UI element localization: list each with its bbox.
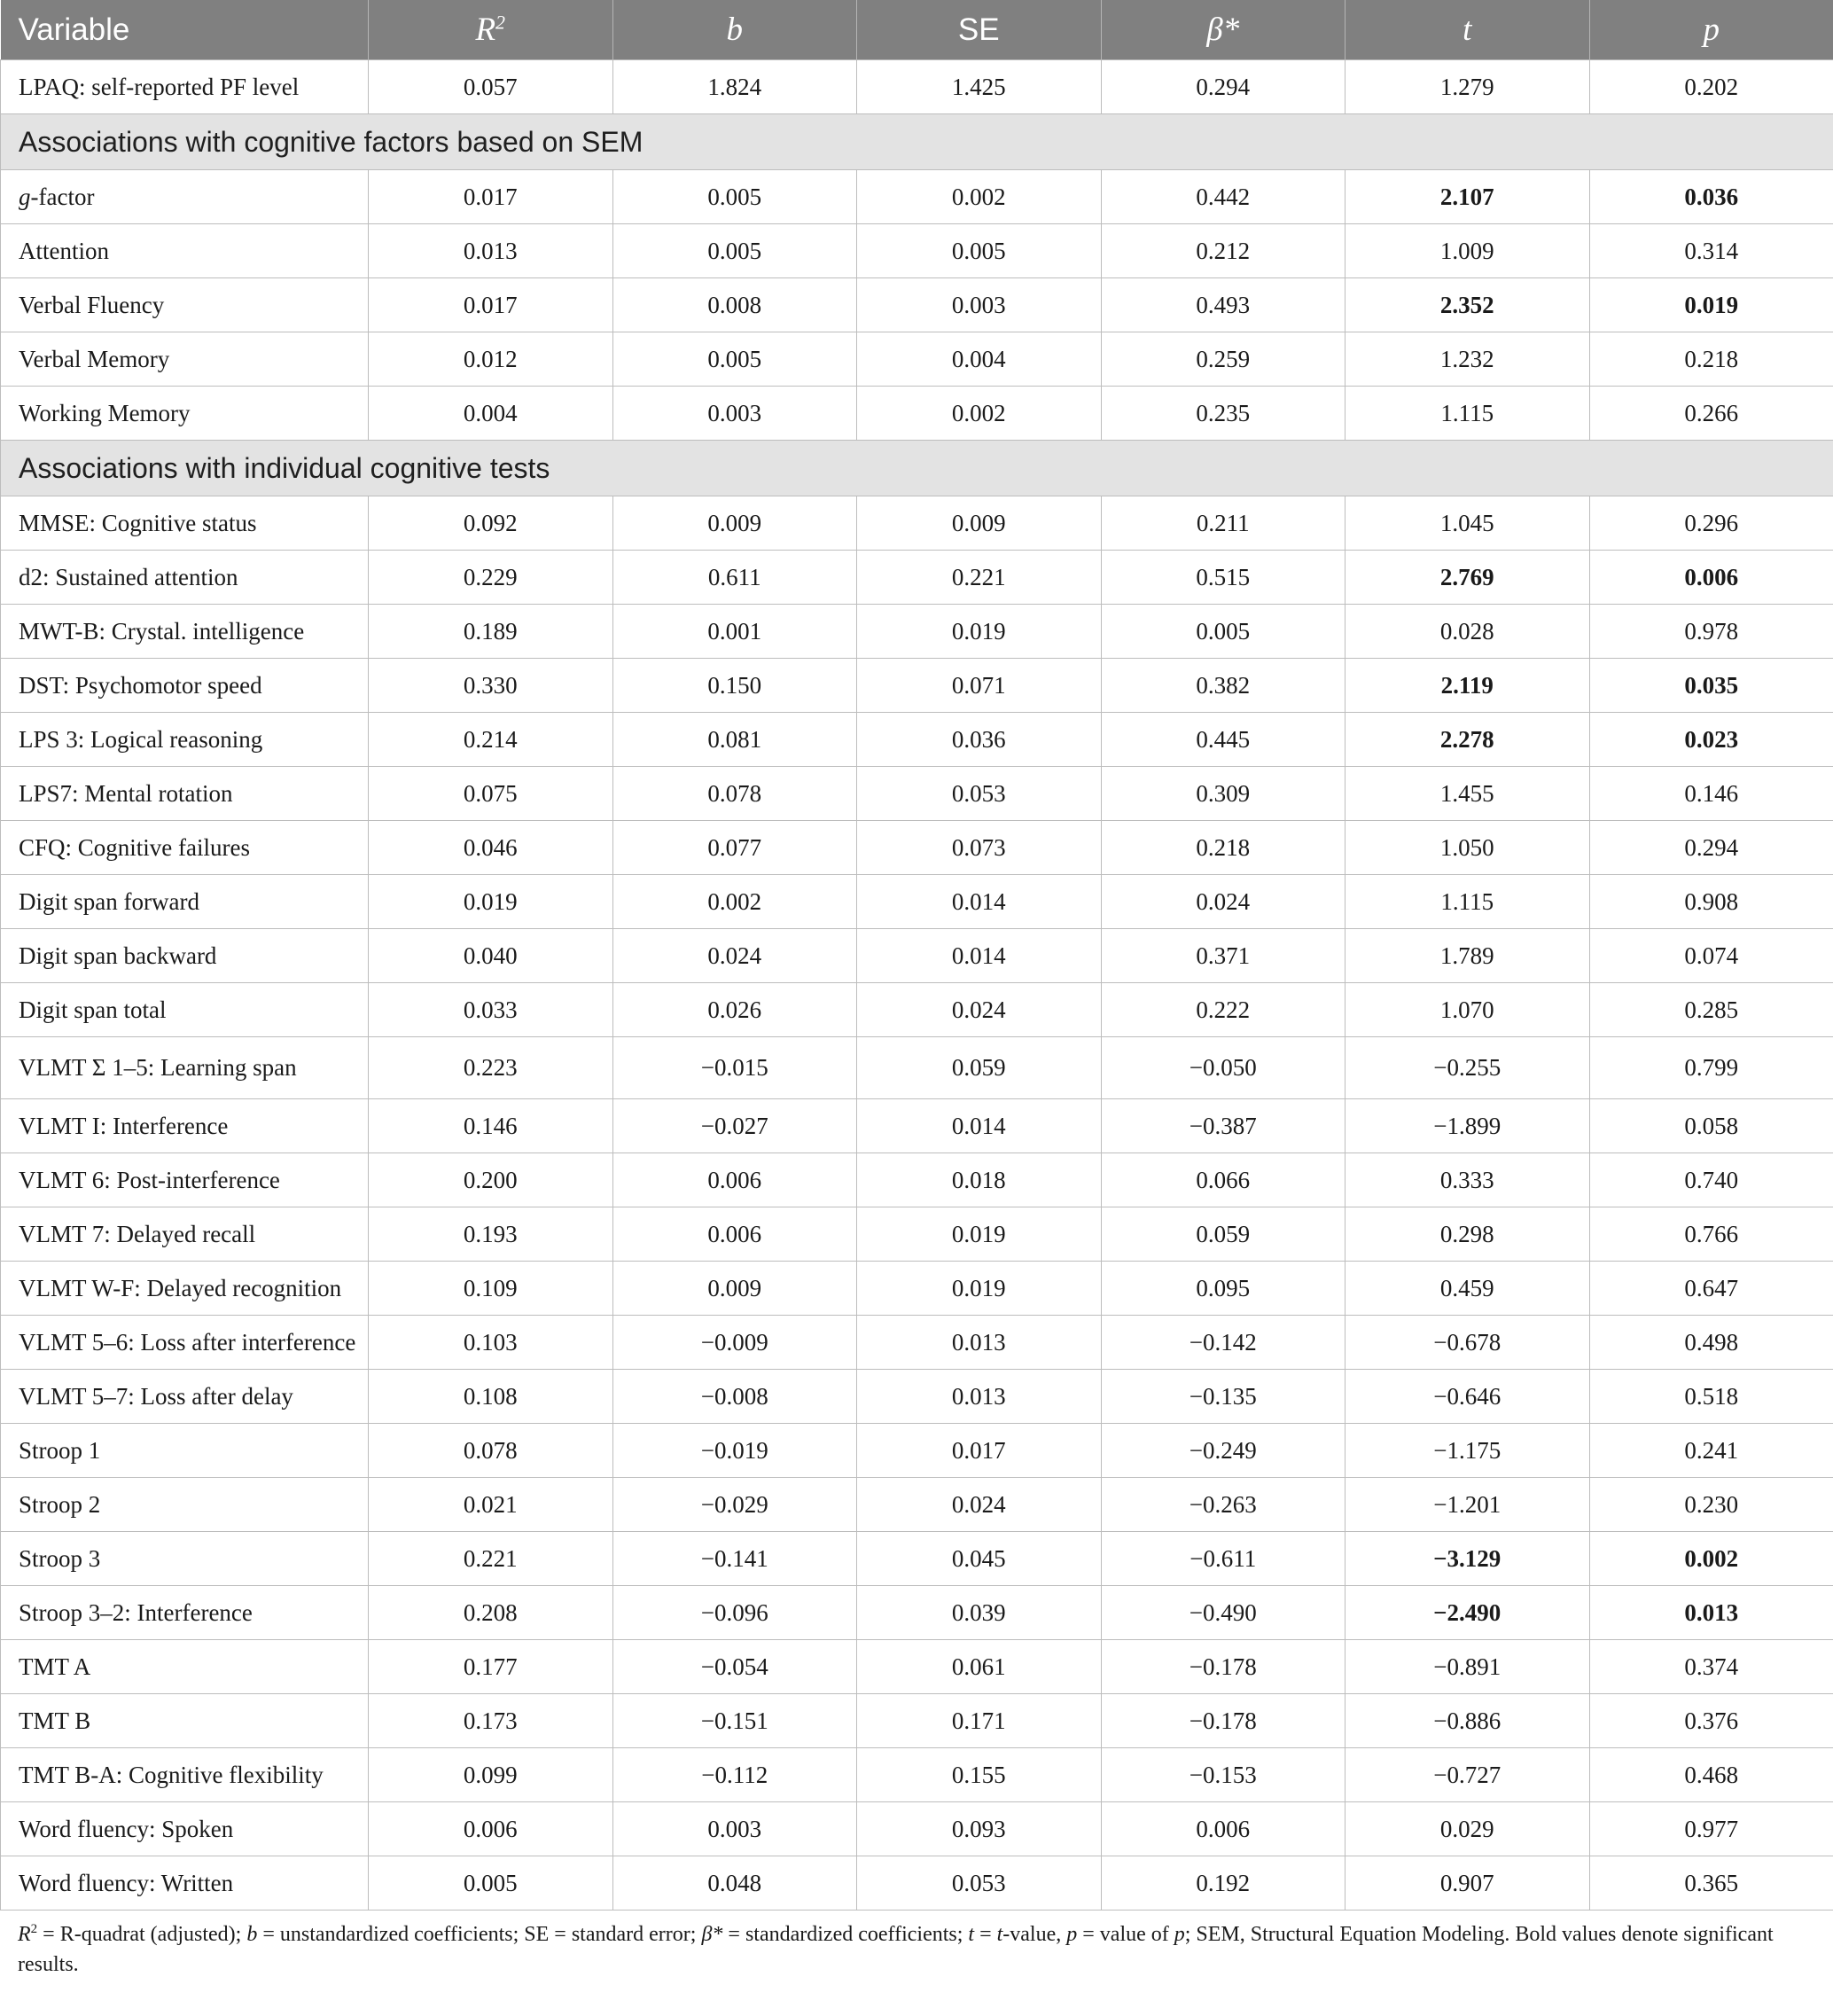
cell-b: 0.026 bbox=[612, 983, 857, 1037]
cell-beta: 0.005 bbox=[1101, 605, 1346, 659]
cell-t: −1.899 bbox=[1346, 1099, 1590, 1153]
variable-label: MWT-B: Crystal. intelligence bbox=[1, 605, 369, 659]
cell-se: 0.003 bbox=[857, 278, 1102, 332]
cell-t: 1.455 bbox=[1346, 767, 1590, 821]
cell-r2: 0.214 bbox=[369, 713, 613, 767]
table-row bbox=[1, 875, 1833, 929]
cell-b: 0.611 bbox=[612, 551, 857, 605]
section-title: Associations with individual cognitive tests bbox=[1, 441, 1833, 496]
variable-label: CFQ: Cognitive failures bbox=[1, 821, 369, 875]
variable-label: TMT A bbox=[1, 1640, 369, 1694]
cell-r2: 0.017 bbox=[369, 170, 613, 224]
cell-b: 0.006 bbox=[612, 1207, 857, 1262]
cell-p: 0.296 bbox=[1589, 496, 1833, 551]
cell-se: 0.071 bbox=[857, 659, 1102, 713]
section-title: Associations with cognitive factors based on SEM bbox=[1, 114, 1833, 170]
header-r2: $R^2$ bbox=[369, 0, 613, 60]
table-footnote: $R^2$ = R-quadrat (adjusted); b = unstandardized coefficients; SE = standard error; β* = standardized coefficients; t = t-value, p = value of p; SEM, Structural Equation Modeling. Bold values denote significant results. bbox=[18, 1922, 1774, 1976]
variable-label: Digit span backward bbox=[1, 929, 369, 983]
cell-r2: 0.330 bbox=[369, 659, 613, 713]
variable-label: Word fluency: Written bbox=[1, 1856, 369, 1911]
cell-beta: 0.294 bbox=[1101, 60, 1346, 114]
cell-t: 2.352 bbox=[1346, 278, 1590, 332]
cell-b: −0.054 bbox=[612, 1640, 857, 1694]
table-row bbox=[1, 1099, 1833, 1153]
cell-beta: 0.371 bbox=[1101, 929, 1346, 983]
cell-beta: 0.235 bbox=[1101, 387, 1346, 441]
section-header-row bbox=[1, 441, 1833, 496]
cell-b: 0.001 bbox=[612, 605, 857, 659]
cell-r2: 0.223 bbox=[369, 1037, 613, 1099]
cell-p: 0.002 bbox=[1589, 1532, 1833, 1586]
cell-beta: −0.249 bbox=[1101, 1424, 1346, 1478]
cell-t: 2.119 bbox=[1346, 659, 1590, 713]
cell-p: 0.074 bbox=[1589, 929, 1833, 983]
cell-t: −1.201 bbox=[1346, 1478, 1590, 1532]
cell-p: 0.285 bbox=[1589, 983, 1833, 1037]
cell-p: 0.058 bbox=[1589, 1099, 1833, 1153]
cell-b: 0.150 bbox=[612, 659, 857, 713]
table-row bbox=[1, 1370, 1833, 1424]
cell-beta: −0.178 bbox=[1101, 1640, 1346, 1694]
variable-label: VLMT 6: Post-interference bbox=[1, 1153, 369, 1207]
cell-r2: 0.173 bbox=[369, 1694, 613, 1748]
cell-beta: 0.259 bbox=[1101, 332, 1346, 387]
cell-r2: 0.046 bbox=[369, 821, 613, 875]
table-row bbox=[1, 1262, 1833, 1316]
cell-b: −0.029 bbox=[612, 1478, 857, 1532]
cell-b: −0.015 bbox=[612, 1037, 857, 1099]
cell-se: 0.014 bbox=[857, 875, 1102, 929]
cell-t: 1.789 bbox=[1346, 929, 1590, 983]
cell-r2: 0.103 bbox=[369, 1316, 613, 1370]
cell-p: 0.036 bbox=[1589, 170, 1833, 224]
cell-se: 0.221 bbox=[857, 551, 1102, 605]
cell-p: 0.978 bbox=[1589, 605, 1833, 659]
variable-label: VLMT I: Interference bbox=[1, 1099, 369, 1153]
cell-beta: −0.490 bbox=[1101, 1586, 1346, 1640]
cell-p: 0.766 bbox=[1589, 1207, 1833, 1262]
cell-t: 2.107 bbox=[1346, 170, 1590, 224]
cell-t: −0.678 bbox=[1346, 1316, 1590, 1370]
cell-b: 0.024 bbox=[612, 929, 857, 983]
cell-r2: 0.040 bbox=[369, 929, 613, 983]
section-header-row bbox=[1, 114, 1833, 170]
cell-p: 0.266 bbox=[1589, 387, 1833, 441]
table-row bbox=[1, 1316, 1833, 1370]
cell-r2: 0.013 bbox=[369, 224, 613, 278]
table-row bbox=[1, 170, 1833, 224]
cell-beta: 0.222 bbox=[1101, 983, 1346, 1037]
header-b: b bbox=[612, 0, 857, 60]
cell-se: 0.013 bbox=[857, 1370, 1102, 1424]
cell-t: 1.050 bbox=[1346, 821, 1590, 875]
table-row bbox=[1, 224, 1833, 278]
cell-t: 0.333 bbox=[1346, 1153, 1590, 1207]
cell-r2: 0.012 bbox=[369, 332, 613, 387]
header-se: SE bbox=[857, 0, 1102, 60]
table-row bbox=[1, 1586, 1833, 1640]
cell-r2: 0.004 bbox=[369, 387, 613, 441]
cell-t: −0.255 bbox=[1346, 1037, 1590, 1099]
cell-t: −0.646 bbox=[1346, 1370, 1590, 1424]
variable-label: LPS 3: Logical reasoning bbox=[1, 713, 369, 767]
cell-r2: 0.189 bbox=[369, 605, 613, 659]
cell-r2: 0.075 bbox=[369, 767, 613, 821]
cell-p: 0.376 bbox=[1589, 1694, 1833, 1748]
cell-p: 0.023 bbox=[1589, 713, 1833, 767]
cell-se: 0.039 bbox=[857, 1586, 1102, 1640]
cell-p: 0.013 bbox=[1589, 1586, 1833, 1640]
cell-b: −0.112 bbox=[612, 1748, 857, 1802]
cell-beta: 0.066 bbox=[1101, 1153, 1346, 1207]
cell-t: 0.298 bbox=[1346, 1207, 1590, 1262]
table-row bbox=[1, 387, 1833, 441]
cell-b: −0.019 bbox=[612, 1424, 857, 1478]
cell-r2: 0.200 bbox=[369, 1153, 613, 1207]
cell-p: 0.365 bbox=[1589, 1856, 1833, 1911]
variable-label: Stroop 3 bbox=[1, 1532, 369, 1586]
variable-label: LPAQ: self-reported PF level bbox=[1, 60, 369, 114]
cell-beta: −0.387 bbox=[1101, 1099, 1346, 1153]
cell-t: −1.175 bbox=[1346, 1424, 1590, 1478]
cell-r2: 0.033 bbox=[369, 983, 613, 1037]
cell-se: 0.009 bbox=[857, 496, 1102, 551]
cell-b: 0.002 bbox=[612, 875, 857, 929]
variable-label: VLMT 7: Delayed recall bbox=[1, 1207, 369, 1262]
cell-b: 0.081 bbox=[612, 713, 857, 767]
cell-se: 0.014 bbox=[857, 1099, 1102, 1153]
cell-p: 0.019 bbox=[1589, 278, 1833, 332]
cell-r2: 0.221 bbox=[369, 1532, 613, 1586]
table-body bbox=[1, 60, 1833, 1911]
variable-label: Stroop 2 bbox=[1, 1478, 369, 1532]
cell-r2: 0.146 bbox=[369, 1099, 613, 1153]
cell-p: 0.498 bbox=[1589, 1316, 1833, 1370]
cell-beta: 0.218 bbox=[1101, 821, 1346, 875]
cell-se: 0.024 bbox=[857, 1478, 1102, 1532]
cell-t: −0.727 bbox=[1346, 1748, 1590, 1802]
table-row bbox=[1, 605, 1833, 659]
cell-se: 0.061 bbox=[857, 1640, 1102, 1694]
variable-label: Digit span forward bbox=[1, 875, 369, 929]
variable-label: DST: Psychomotor speed bbox=[1, 659, 369, 713]
table-row bbox=[1, 767, 1833, 821]
cell-se: 0.005 bbox=[857, 224, 1102, 278]
cell-r2: 0.193 bbox=[369, 1207, 613, 1262]
cell-r2: 0.057 bbox=[369, 60, 613, 114]
cell-beta: 0.024 bbox=[1101, 875, 1346, 929]
cell-beta: −0.178 bbox=[1101, 1694, 1346, 1748]
cell-r2: 0.005 bbox=[369, 1856, 613, 1911]
cell-beta: 0.442 bbox=[1101, 170, 1346, 224]
cell-b: 0.005 bbox=[612, 170, 857, 224]
cell-t: 1.070 bbox=[1346, 983, 1590, 1037]
cell-t: 0.907 bbox=[1346, 1856, 1590, 1911]
table-row bbox=[1, 332, 1833, 387]
cell-p: 0.518 bbox=[1589, 1370, 1833, 1424]
cell-se: 0.002 bbox=[857, 387, 1102, 441]
cell-se: 0.019 bbox=[857, 1207, 1102, 1262]
table-row bbox=[1, 1694, 1833, 1748]
cell-p: 0.799 bbox=[1589, 1037, 1833, 1099]
cell-beta: −0.135 bbox=[1101, 1370, 1346, 1424]
table-row bbox=[1, 659, 1833, 713]
cell-b: −0.141 bbox=[612, 1532, 857, 1586]
table-row bbox=[1, 1640, 1833, 1694]
cell-r2: 0.092 bbox=[369, 496, 613, 551]
table-row bbox=[1, 1748, 1833, 1802]
cell-p: 0.230 bbox=[1589, 1478, 1833, 1532]
cell-se: 0.155 bbox=[857, 1748, 1102, 1802]
cell-beta: 0.493 bbox=[1101, 278, 1346, 332]
cell-b: −0.009 bbox=[612, 1316, 857, 1370]
cell-r2: 0.109 bbox=[369, 1262, 613, 1316]
header-p: p bbox=[1589, 0, 1833, 60]
cell-beta: 0.445 bbox=[1101, 713, 1346, 767]
cell-beta: −0.611 bbox=[1101, 1532, 1346, 1586]
cell-r2: 0.208 bbox=[369, 1586, 613, 1640]
cell-b: 0.003 bbox=[612, 387, 857, 441]
table-row bbox=[1, 1207, 1833, 1262]
table-row bbox=[1, 1856, 1833, 1911]
table-row bbox=[1, 1153, 1833, 1207]
table-row bbox=[1, 983, 1833, 1037]
cell-p: 0.647 bbox=[1589, 1262, 1833, 1316]
table-row bbox=[1, 821, 1833, 875]
cell-b: −0.096 bbox=[612, 1586, 857, 1640]
cell-r2: 0.017 bbox=[369, 278, 613, 332]
cell-p: 0.035 bbox=[1589, 659, 1833, 713]
cell-p: 0.006 bbox=[1589, 551, 1833, 605]
cell-se: 0.002 bbox=[857, 170, 1102, 224]
cell-se: 0.053 bbox=[857, 1856, 1102, 1911]
cell-se: 0.093 bbox=[857, 1802, 1102, 1856]
cell-r2: 0.021 bbox=[369, 1478, 613, 1532]
cell-b: 1.824 bbox=[612, 60, 857, 114]
cell-se: 0.045 bbox=[857, 1532, 1102, 1586]
cell-b: −0.027 bbox=[612, 1099, 857, 1153]
variable-label: g-factor bbox=[1, 170, 369, 224]
cell-beta: −0.142 bbox=[1101, 1316, 1346, 1370]
table-row bbox=[1, 1037, 1833, 1099]
cell-b: 0.048 bbox=[612, 1856, 857, 1911]
variable-label: Stroop 3–2: Interference bbox=[1, 1586, 369, 1640]
cell-beta: −0.050 bbox=[1101, 1037, 1346, 1099]
cell-beta: −0.153 bbox=[1101, 1748, 1346, 1802]
cell-t: −3.129 bbox=[1346, 1532, 1590, 1586]
cell-beta: 0.382 bbox=[1101, 659, 1346, 713]
cell-se: 0.036 bbox=[857, 713, 1102, 767]
table-row bbox=[1, 551, 1833, 605]
variable-label: d2: Sustained attention bbox=[1, 551, 369, 605]
variable-label: LPS7: Mental rotation bbox=[1, 767, 369, 821]
cell-t: 2.278 bbox=[1346, 713, 1590, 767]
cell-p: 0.908 bbox=[1589, 875, 1833, 929]
cell-b: −0.151 bbox=[612, 1694, 857, 1748]
cell-t: 0.459 bbox=[1346, 1262, 1590, 1316]
table-row bbox=[1, 496, 1833, 551]
variable-label: TMT B-A: Cognitive flexibility bbox=[1, 1748, 369, 1802]
cell-p: 0.374 bbox=[1589, 1640, 1833, 1694]
table-row bbox=[1, 713, 1833, 767]
cell-beta: 0.095 bbox=[1101, 1262, 1346, 1316]
cell-r2: 0.019 bbox=[369, 875, 613, 929]
cell-beta: 0.059 bbox=[1101, 1207, 1346, 1262]
cell-p: 0.740 bbox=[1589, 1153, 1833, 1207]
variable-label: MMSE: Cognitive status bbox=[1, 496, 369, 551]
table-row bbox=[1, 929, 1833, 983]
cell-b: 0.005 bbox=[612, 224, 857, 278]
cell-t: 1.009 bbox=[1346, 224, 1590, 278]
variable-label: Word fluency: Spoken bbox=[1, 1802, 369, 1856]
cell-t: −0.886 bbox=[1346, 1694, 1590, 1748]
variable-label: Verbal Memory bbox=[1, 332, 369, 387]
variable-label: VLMT 5–6: Loss after interference bbox=[1, 1316, 369, 1370]
cell-b: 0.003 bbox=[612, 1802, 857, 1856]
variable-label: VLMT 5–7: Loss after delay bbox=[1, 1370, 369, 1424]
cell-b: 0.009 bbox=[612, 1262, 857, 1316]
cell-t: 0.028 bbox=[1346, 605, 1590, 659]
cell-se: 0.171 bbox=[857, 1694, 1102, 1748]
header-variable: Variable bbox=[1, 0, 369, 60]
variable-label: Working Memory bbox=[1, 387, 369, 441]
variable-label: Stroop 1 bbox=[1, 1424, 369, 1478]
cell-p: 0.218 bbox=[1589, 332, 1833, 387]
variable-label: VLMT W-F: Delayed recognition bbox=[1, 1262, 369, 1316]
cell-beta: 0.212 bbox=[1101, 224, 1346, 278]
cell-beta: −0.263 bbox=[1101, 1478, 1346, 1532]
cell-se: 0.019 bbox=[857, 1262, 1102, 1316]
cell-b: 0.077 bbox=[612, 821, 857, 875]
variable-label: Attention bbox=[1, 224, 369, 278]
cell-se: 0.017 bbox=[857, 1424, 1102, 1478]
cell-t: 1.115 bbox=[1346, 875, 1590, 929]
cell-se: 0.004 bbox=[857, 332, 1102, 387]
cell-t: 1.232 bbox=[1346, 332, 1590, 387]
cell-t: 1.045 bbox=[1346, 496, 1590, 551]
cell-se: 0.059 bbox=[857, 1037, 1102, 1099]
cell-se: 0.024 bbox=[857, 983, 1102, 1037]
cell-b: 0.006 bbox=[612, 1153, 857, 1207]
cell-r2: 0.177 bbox=[369, 1640, 613, 1694]
table-header bbox=[1, 0, 1833, 60]
table-row bbox=[1, 1532, 1833, 1586]
cell-r2: 0.099 bbox=[369, 1748, 613, 1802]
cell-beta: 0.192 bbox=[1101, 1856, 1346, 1911]
cell-beta: 0.211 bbox=[1101, 496, 1346, 551]
cell-r2: 0.006 bbox=[369, 1802, 613, 1856]
variable-label: Digit span total bbox=[1, 983, 369, 1037]
cell-se: 0.018 bbox=[857, 1153, 1102, 1207]
table-row bbox=[1, 60, 1833, 114]
cell-b: −0.008 bbox=[612, 1370, 857, 1424]
table-row bbox=[1, 278, 1833, 332]
cell-beta: 0.006 bbox=[1101, 1802, 1346, 1856]
cell-t: 1.279 bbox=[1346, 60, 1590, 114]
cell-se: 1.425 bbox=[857, 60, 1102, 114]
cell-t: −2.490 bbox=[1346, 1586, 1590, 1640]
cell-se: 0.014 bbox=[857, 929, 1102, 983]
cell-t: 2.769 bbox=[1346, 551, 1590, 605]
cell-beta: 0.309 bbox=[1101, 767, 1346, 821]
cell-se: 0.019 bbox=[857, 605, 1102, 659]
cell-p: 0.146 bbox=[1589, 767, 1833, 821]
cell-p: 0.202 bbox=[1589, 60, 1833, 114]
header-t: t bbox=[1346, 0, 1590, 60]
cell-se: 0.073 bbox=[857, 821, 1102, 875]
cell-se: 0.013 bbox=[857, 1316, 1102, 1370]
table-row bbox=[1, 1478, 1833, 1532]
cell-p: 0.977 bbox=[1589, 1802, 1833, 1856]
cell-p: 0.241 bbox=[1589, 1424, 1833, 1478]
cell-b: 0.005 bbox=[612, 332, 857, 387]
cell-se: 0.053 bbox=[857, 767, 1102, 821]
cell-t: 1.115 bbox=[1346, 387, 1590, 441]
cell-r2: 0.229 bbox=[369, 551, 613, 605]
variable-label: TMT B bbox=[1, 1694, 369, 1748]
cell-b: 0.009 bbox=[612, 496, 857, 551]
cell-r2: 0.078 bbox=[369, 1424, 613, 1478]
cell-p: 0.314 bbox=[1589, 224, 1833, 278]
cell-t: 0.029 bbox=[1346, 1802, 1590, 1856]
variable-label: Verbal Fluency bbox=[1, 278, 369, 332]
cell-p: 0.468 bbox=[1589, 1748, 1833, 1802]
table-row bbox=[1, 1424, 1833, 1478]
table-row bbox=[1, 1802, 1833, 1856]
cell-beta: 0.515 bbox=[1101, 551, 1346, 605]
cell-p: 0.294 bbox=[1589, 821, 1833, 875]
header-beta: β* bbox=[1101, 0, 1346, 60]
cell-b: 0.078 bbox=[612, 767, 857, 821]
cell-t: −0.891 bbox=[1346, 1640, 1590, 1694]
cell-b: 0.008 bbox=[612, 278, 857, 332]
variable-label: VLMT Σ 1–5: Learning span bbox=[1, 1037, 369, 1099]
cell-r2: 0.108 bbox=[369, 1370, 613, 1424]
